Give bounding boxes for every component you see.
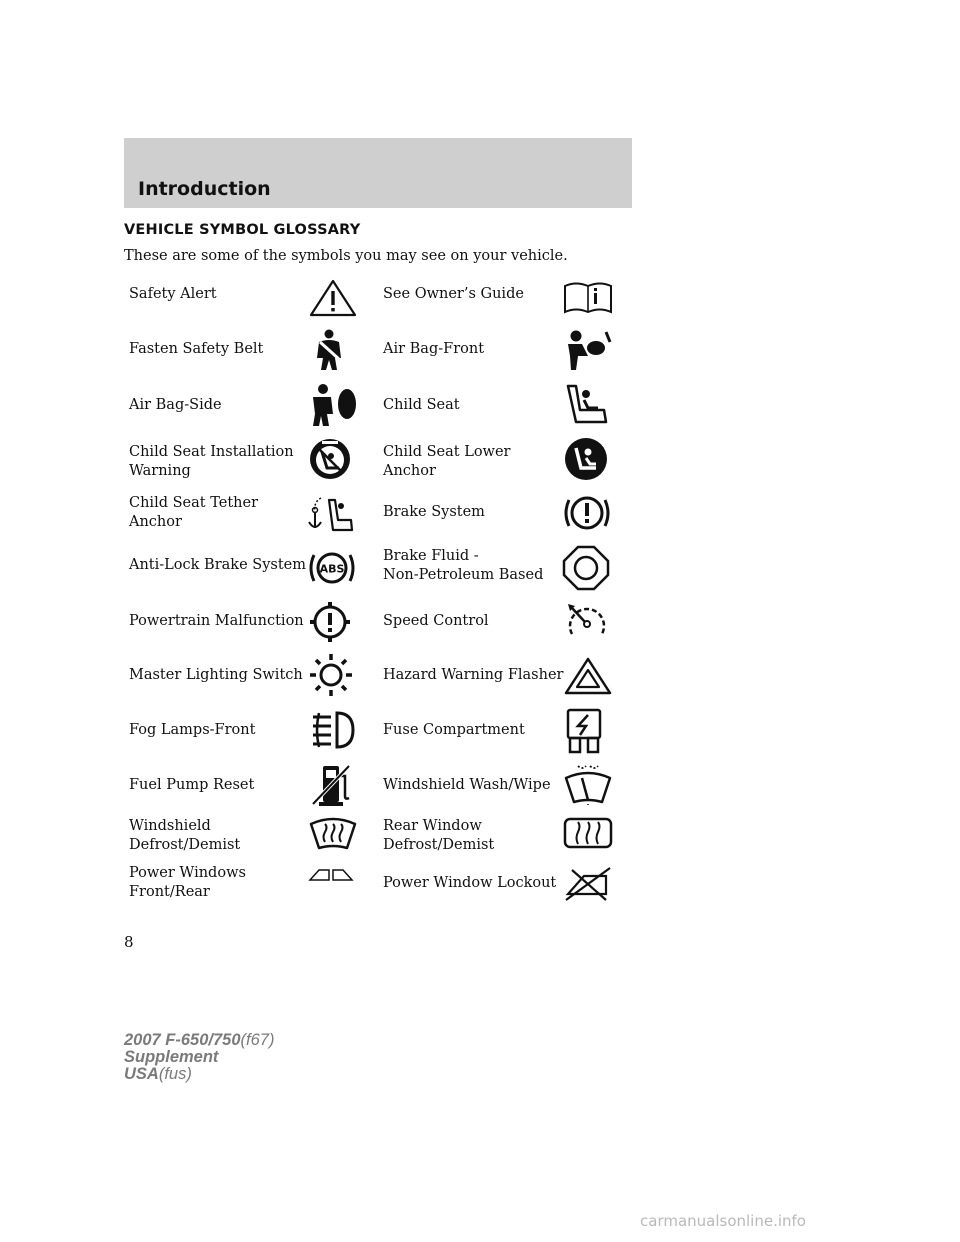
hazard-triangle-icon <box>562 656 614 696</box>
page-number: 8 <box>124 933 134 951</box>
symbol-label: Hazard Warning Flasher <box>383 667 564 683</box>
symbol-label: Brake Fluid - Non-Petroleum Based <box>383 548 544 583</box>
footer-market: USA <box>124 1065 159 1083</box>
footer-model-code: (f67) <box>240 1031 275 1049</box>
svg-text:ABS: ABS <box>319 562 345 576</box>
symbol-label: Child Seat <box>383 397 460 413</box>
brake-system-icon <box>562 492 612 534</box>
symbol-label: Windshield Wash/Wipe <box>383 777 551 793</box>
seat-belt-icon <box>307 328 351 372</box>
fuel-pump-reset-icon <box>307 762 353 808</box>
windshield-defrost-icon <box>307 816 359 852</box>
child-seat-lower-anchor-icon <box>562 436 610 482</box>
symbol-label: Speed Control <box>383 613 489 629</box>
symbol-label: Master Lighting Switch <box>129 667 303 683</box>
symbol-label: Rear Window Defrost/Demist <box>383 818 495 853</box>
side-airbag-icon <box>307 382 359 428</box>
brake-fluid-octagon-icon <box>562 545 610 591</box>
footer-doc-type: Supplement <box>124 1048 219 1066</box>
symbol-label: Power Window Lockout <box>383 875 557 891</box>
child-seat-tether-anchor-icon <box>307 494 355 534</box>
abs-icon <box>307 548 357 588</box>
symbol-label: Anti-Lock Brake System <box>129 557 306 573</box>
symbol-label: Child Seat Tether Anchor <box>129 495 258 530</box>
section-header-band <box>124 138 632 208</box>
owners-guide-book-icon <box>562 280 614 316</box>
section-title: Introduction <box>138 178 271 200</box>
symbol-label: Powertrain Malfunction <box>129 613 304 629</box>
footer-model: 2007 F-650/750 <box>124 1031 241 1049</box>
symbol-label: See Owner’s Guide <box>383 286 524 302</box>
powertrain-malfunction-icon <box>307 600 353 644</box>
power-windows-icon <box>307 867 355 883</box>
windshield-wash-wipe-icon <box>562 764 614 806</box>
symbol-label: Air Bag-Front <box>383 341 485 357</box>
symbol-label: Brake System <box>383 504 485 520</box>
fuse-icon <box>562 707 606 755</box>
child-seat-icon <box>562 382 612 428</box>
symbol-label: Power Windows Front/Rear <box>129 865 246 900</box>
footer-market-code: (fus) <box>158 1065 192 1083</box>
glossary-intro: These are some of the symbols you may see on your vehicle. <box>124 248 568 264</box>
safety-alert-triangle-icon <box>307 278 359 318</box>
front-airbag-icon <box>562 328 614 372</box>
symbol-label: Fog Lamps-Front <box>129 722 256 738</box>
power-window-lockout-icon <box>562 866 614 902</box>
rear-window-defrost-icon <box>562 816 614 852</box>
symbol-label: Child Seat Installation Warning <box>129 444 294 479</box>
document-footer <box>124 1032 274 1083</box>
symbol-label: Fasten Safety Belt <box>129 341 264 357</box>
symbol-label: Fuel Pump Reset <box>129 777 255 793</box>
symbol-label: Safety Alert <box>129 286 217 302</box>
symbol-label: Windshield Defrost/Demist <box>129 818 241 853</box>
glossary-title: VEHICLE SYMBOL GLOSSARY <box>124 222 361 238</box>
symbol-label: Air Bag-Side <box>129 397 222 413</box>
watermark: carmanualsonline.info <box>640 1212 806 1230</box>
symbol-label: Fuse Compartment <box>383 722 525 738</box>
symbol-label: Child Seat Lower Anchor <box>383 444 511 479</box>
front-fog-lamp-icon <box>307 707 357 753</box>
master-lighting-icon <box>307 652 355 698</box>
speed-control-icon <box>562 600 612 640</box>
child-seat-installation-warning-icon <box>307 436 353 482</box>
